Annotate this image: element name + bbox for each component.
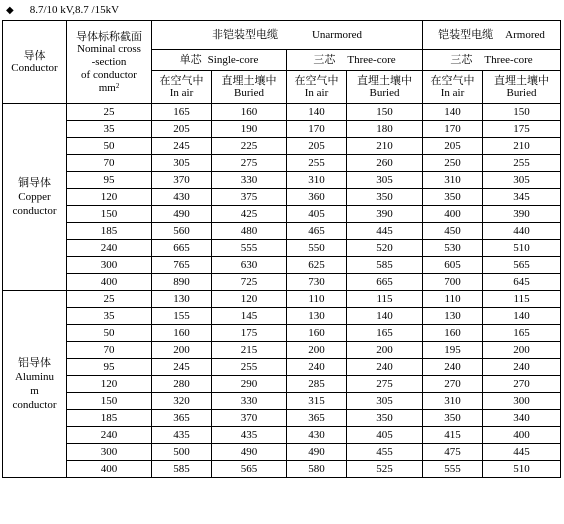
ampacity-cell: 585 — [347, 257, 423, 274]
ampacity-cell: 130 — [287, 308, 347, 325]
in-air-cn: 在空气中 — [430, 74, 475, 87]
header-armored-cn: 铠装型电缆 — [438, 28, 494, 41]
ampacity-cell: 725 — [212, 274, 287, 291]
ampacity-cell: 175 — [483, 121, 561, 138]
ampacity-cell: 200 — [287, 342, 347, 359]
table-row — [3, 155, 561, 172]
in-air-en: In air — [169, 87, 194, 99]
ampacity-cell: 510 — [483, 240, 561, 257]
ampacity-cell: 305 — [483, 172, 561, 189]
ampacity-cell: 190 — [212, 121, 287, 138]
table-row — [3, 427, 561, 444]
ampacity-cell: 390 — [483, 206, 561, 223]
ampacity-cell: 150 — [347, 104, 423, 121]
ampacity-cell: 370 — [212, 410, 287, 427]
ampacity-cell: 435 — [212, 427, 287, 444]
conductor-group-en: Aluminu — [14, 371, 55, 383]
ampacity-cell: 350 — [423, 189, 483, 206]
cross-section-cell: 185 — [67, 223, 152, 240]
cross-section-cell: 400 — [67, 274, 152, 291]
ampacity-cell: 150 — [483, 104, 561, 121]
diamond-bullet-icon: ◆ — [6, 5, 14, 16]
table-row — [3, 257, 561, 274]
ampacity-cell: 700 — [423, 274, 483, 291]
ampacity-cell: 120 — [212, 291, 287, 308]
ampacity-cell: 665 — [152, 240, 212, 257]
header-conductor-cn: 导体 — [23, 49, 46, 62]
table-row — [3, 206, 561, 223]
ampacity-cell: 115 — [483, 291, 561, 308]
ampacity-cell: 565 — [212, 461, 287, 478]
cross-section-cell: 95 — [67, 359, 152, 376]
ampacity-cell: 350 — [347, 410, 423, 427]
ampacity-cell: 240 — [423, 359, 483, 376]
ampacity-cell: 560 — [152, 223, 212, 240]
ampacity-cell: 465 — [287, 223, 347, 240]
ampacity-cell: 360 — [287, 189, 347, 206]
buried-en: Buried — [234, 87, 264, 99]
header-buried-2 — [347, 71, 423, 104]
table-row — [3, 104, 561, 121]
table-row — [3, 274, 561, 291]
header-three-core-cn: 三芯 — [313, 53, 336, 66]
ampacity-cell: 275 — [212, 155, 287, 172]
ampacity-cell: 215 — [212, 342, 287, 359]
in-air-cn: 在空气中 — [159, 74, 204, 87]
ampacity-cell: 445 — [347, 223, 423, 240]
ampacity-cell: 310 — [423, 393, 483, 410]
ampacity-cell: 630 — [212, 257, 287, 274]
header-cross-section-en1: Nominal cross — [77, 42, 141, 55]
conductor-group-cn: 铝导体 — [18, 356, 51, 369]
ampacity-cell: 195 — [423, 342, 483, 359]
header-three-core — [287, 50, 423, 71]
table-row — [3, 461, 561, 478]
header-cross-section-en3: of conductor — [81, 68, 137, 81]
ampacity-cell: 240 — [287, 359, 347, 376]
table-row — [3, 138, 561, 155]
header-three-core-armored-en: Three-core — [484, 54, 533, 66]
buried-en: Buried — [369, 87, 400, 99]
ampacity-cell: 240 — [483, 359, 561, 376]
ampacity-cell: 520 — [347, 240, 423, 257]
cross-section-cell: 150 — [67, 206, 152, 223]
header-single-core-cn: 单芯 — [179, 53, 202, 66]
ampacity-cell: 585 — [152, 461, 212, 478]
table-row — [3, 410, 561, 427]
unit-superscript: 2 — [115, 81, 120, 90]
ampacity-cell: 580 — [287, 461, 347, 478]
ampacity-cell: 490 — [152, 206, 212, 223]
cross-section-cell: 50 — [67, 138, 152, 155]
ampacity-cell: 425 — [212, 206, 287, 223]
table-row — [3, 444, 561, 461]
ampacity-cell: 555 — [212, 240, 287, 257]
ampacity-cell: 400 — [483, 427, 561, 444]
buried-cn: 直埋土壤中 — [221, 74, 277, 87]
header-cross-section — [67, 21, 152, 104]
ampacity-cell: 250 — [423, 155, 483, 172]
ampacity-cell: 300 — [483, 393, 561, 410]
ampacity-cell: 475 — [423, 444, 483, 461]
table-row — [3, 189, 561, 206]
ampacity-cell: 160 — [212, 104, 287, 121]
header-conductor — [3, 21, 67, 104]
ampacity-cell: 255 — [483, 155, 561, 172]
ampacity-cell: 165 — [483, 325, 561, 342]
ampacity-cell: 205 — [423, 138, 483, 155]
cross-section-cell: 150 — [67, 393, 152, 410]
cross-section-cell: 120 — [67, 189, 152, 206]
ampacity-cell: 165 — [347, 325, 423, 342]
in-air-en: In air — [440, 87, 465, 99]
cross-section-cell: 95 — [67, 172, 152, 189]
ampacity-cell: 210 — [483, 138, 561, 155]
ampacity-cell: 550 — [287, 240, 347, 257]
table-row — [3, 291, 561, 308]
ampacity-cell: 140 — [347, 308, 423, 325]
cross-section-cell: 300 — [67, 444, 152, 461]
header-cross-section-unit — [67, 82, 151, 95]
ampacity-cell: 210 — [347, 138, 423, 155]
conductor-group-label — [3, 104, 67, 291]
ampacity-cell: 130 — [152, 291, 212, 308]
cross-section-cell: 185 — [67, 410, 152, 427]
conductor-group-en: m — [30, 385, 39, 397]
ampacity-cell: 160 — [423, 325, 483, 342]
ampacity-cell: 450 — [423, 223, 483, 240]
ampacity-cell: 255 — [287, 155, 347, 172]
cross-section-cell: 120 — [67, 376, 152, 393]
ampacity-cell: 145 — [212, 308, 287, 325]
table-row — [3, 325, 561, 342]
ampacity-cell: 405 — [347, 427, 423, 444]
ampacity-cell: 730 — [287, 274, 347, 291]
ampacity-cell: 330 — [212, 393, 287, 410]
conductor-group-en: conductor — [12, 399, 57, 411]
in-air-cn: 在空气中 — [294, 74, 339, 87]
ampacity-cell: 445 — [483, 444, 561, 461]
ampacity-cell: 365 — [287, 410, 347, 427]
header-armored-en: Armored — [505, 29, 545, 41]
header-in-air-3 — [423, 71, 483, 104]
ampacity-cell: 270 — [423, 376, 483, 393]
ampacity-cell: 290 — [212, 376, 287, 393]
header-conductor-en: Conductor — [11, 62, 58, 74]
header-cross-section-en2: -section — [91, 55, 127, 68]
ampacity-cell: 160 — [152, 325, 212, 342]
table-title — [6, 2, 119, 18]
header-unarmored-en: Unarmored — [311, 29, 363, 41]
ampacity-cell: 375 — [212, 189, 287, 206]
table-row — [3, 393, 561, 410]
ampacity-cell: 490 — [212, 444, 287, 461]
cross-section-cell: 240 — [67, 427, 152, 444]
ampacity-cell: 200 — [152, 342, 212, 359]
ampacity-cell: 440 — [483, 223, 561, 240]
table-row — [3, 359, 561, 376]
header-cross-section-cn: 导体标称截面 — [76, 29, 142, 43]
ampacity-cell: 340 — [483, 410, 561, 427]
ampacity-cell: 140 — [483, 308, 561, 325]
ampacity-cell: 110 — [423, 291, 483, 308]
header-buried-1 — [212, 71, 287, 104]
ampacity-cell: 310 — [423, 172, 483, 189]
cross-section-cell: 25 — [67, 291, 152, 308]
table-row — [3, 308, 561, 325]
conductor-group-en: Copper — [18, 191, 51, 203]
ampacity-cell: 140 — [287, 104, 347, 121]
ampacity-cell: 225 — [212, 138, 287, 155]
header-three-core-armored — [423, 50, 561, 71]
ampacity-cell: 500 — [152, 444, 212, 461]
table-row — [3, 376, 561, 393]
table-row — [3, 240, 561, 257]
ampacity-cell: 240 — [347, 359, 423, 376]
ampacity-cell: 205 — [287, 138, 347, 155]
header-unarmored — [152, 21, 423, 50]
table-row — [3, 223, 561, 240]
ampacity-cell: 200 — [483, 342, 561, 359]
ampacity-cell: 510 — [483, 461, 561, 478]
ampacity-cell: 490 — [287, 444, 347, 461]
cross-section-cell: 25 — [67, 104, 152, 121]
cross-section-cell: 300 — [67, 257, 152, 274]
ampacity-cell: 405 — [287, 206, 347, 223]
conductor-group-label — [3, 291, 67, 478]
ampacity-cell: 525 — [347, 461, 423, 478]
ampacity-cell: 245 — [152, 359, 212, 376]
ampacity-cell: 480 — [212, 223, 287, 240]
in-air-en: In air — [304, 87, 329, 99]
conductor-group-cn: 铜导体 — [18, 176, 51, 189]
ampacity-cell: 260 — [347, 155, 423, 172]
ampacity-table — [2, 20, 561, 478]
ampacity-cell: 305 — [347, 172, 423, 189]
ampacity-cell: 320 — [152, 393, 212, 410]
ampacity-cell: 555 — [423, 461, 483, 478]
ampacity-cell: 170 — [423, 121, 483, 138]
ampacity-cell: 330 — [212, 172, 287, 189]
ampacity-cell: 645 — [483, 274, 561, 291]
ampacity-cell: 305 — [347, 393, 423, 410]
header-unarmored-cn: 非铠装型电缆 — [211, 28, 278, 41]
ampacity-cell: 255 — [212, 359, 287, 376]
ampacity-cell: 160 — [287, 325, 347, 342]
ampacity-cell: 365 — [152, 410, 212, 427]
header-row-1 — [3, 21, 561, 50]
ampacity-cell: 415 — [423, 427, 483, 444]
ampacity-cell: 155 — [152, 308, 212, 325]
ampacity-cell: 400 — [423, 206, 483, 223]
header-armored — [423, 21, 561, 50]
ampacity-cell: 275 — [347, 376, 423, 393]
ampacity-cell: 280 — [152, 376, 212, 393]
voltage-rating: 8.7/10 kV,8.7 /15kV — [29, 4, 120, 16]
header-single-core-en: Single-core — [207, 54, 259, 66]
cross-section-cell: 50 — [67, 325, 152, 342]
cross-section-cell: 240 — [67, 240, 152, 257]
ampacity-cell: 430 — [152, 189, 212, 206]
ampacity-cell: 315 — [287, 393, 347, 410]
ampacity-cell: 350 — [423, 410, 483, 427]
ampacity-cell: 245 — [152, 138, 212, 155]
table-row — [3, 121, 561, 138]
ampacity-cell: 565 — [483, 257, 561, 274]
ampacity-cell: 140 — [423, 104, 483, 121]
unit-mm: mm — [98, 81, 116, 94]
header-in-air-1 — [152, 71, 212, 104]
ampacity-cell: 110 — [287, 291, 347, 308]
ampacity-cell: 200 — [347, 342, 423, 359]
conductor-group-en: conductor — [12, 205, 57, 217]
cross-section-cell: 35 — [67, 308, 152, 325]
ampacity-cell: 285 — [287, 376, 347, 393]
table-row — [3, 342, 561, 359]
ampacity-cell: 115 — [347, 291, 423, 308]
buried-cn: 直埋土壤中 — [357, 74, 413, 87]
ampacity-cell: 180 — [347, 121, 423, 138]
ampacity-cell: 455 — [347, 444, 423, 461]
ampacity-cell: 430 — [287, 427, 347, 444]
ampacity-cell: 345 — [483, 189, 561, 206]
ampacity-cell: 270 — [483, 376, 561, 393]
buried-cn: 直埋土壤中 — [494, 74, 550, 87]
header-in-air-2 — [287, 71, 347, 104]
ampacity-cell: 205 — [152, 121, 212, 138]
header-three-core-armored-cn: 三芯 — [450, 53, 473, 66]
ampacity-cell: 130 — [423, 308, 483, 325]
header-single-core — [152, 50, 287, 71]
header-buried-3 — [483, 71, 561, 104]
ampacity-cell: 350 — [347, 189, 423, 206]
cross-section-cell: 70 — [67, 155, 152, 172]
cross-section-cell: 35 — [67, 121, 152, 138]
ampacity-cell: 435 — [152, 427, 212, 444]
ampacity-cell: 625 — [287, 257, 347, 274]
ampacity-cell: 305 — [152, 155, 212, 172]
buried-en: Buried — [506, 87, 537, 99]
header-three-core-en: Three-core — [347, 54, 396, 66]
ampacity-cell: 890 — [152, 274, 212, 291]
ampacity-cell: 390 — [347, 206, 423, 223]
cross-section-cell: 400 — [67, 461, 152, 478]
ampacity-cell: 765 — [152, 257, 212, 274]
table-row — [3, 172, 561, 189]
ampacity-cell: 530 — [423, 240, 483, 257]
ampacity-cell: 370 — [152, 172, 212, 189]
ampacity-cell: 605 — [423, 257, 483, 274]
ampacity-cell: 170 — [287, 121, 347, 138]
ampacity-cell: 665 — [347, 274, 423, 291]
table-body — [3, 21, 561, 478]
ampacity-cell: 165 — [152, 104, 212, 121]
ampacity-cell: 310 — [287, 172, 347, 189]
ampacity-cell: 175 — [212, 325, 287, 342]
cross-section-cell: 70 — [67, 342, 152, 359]
